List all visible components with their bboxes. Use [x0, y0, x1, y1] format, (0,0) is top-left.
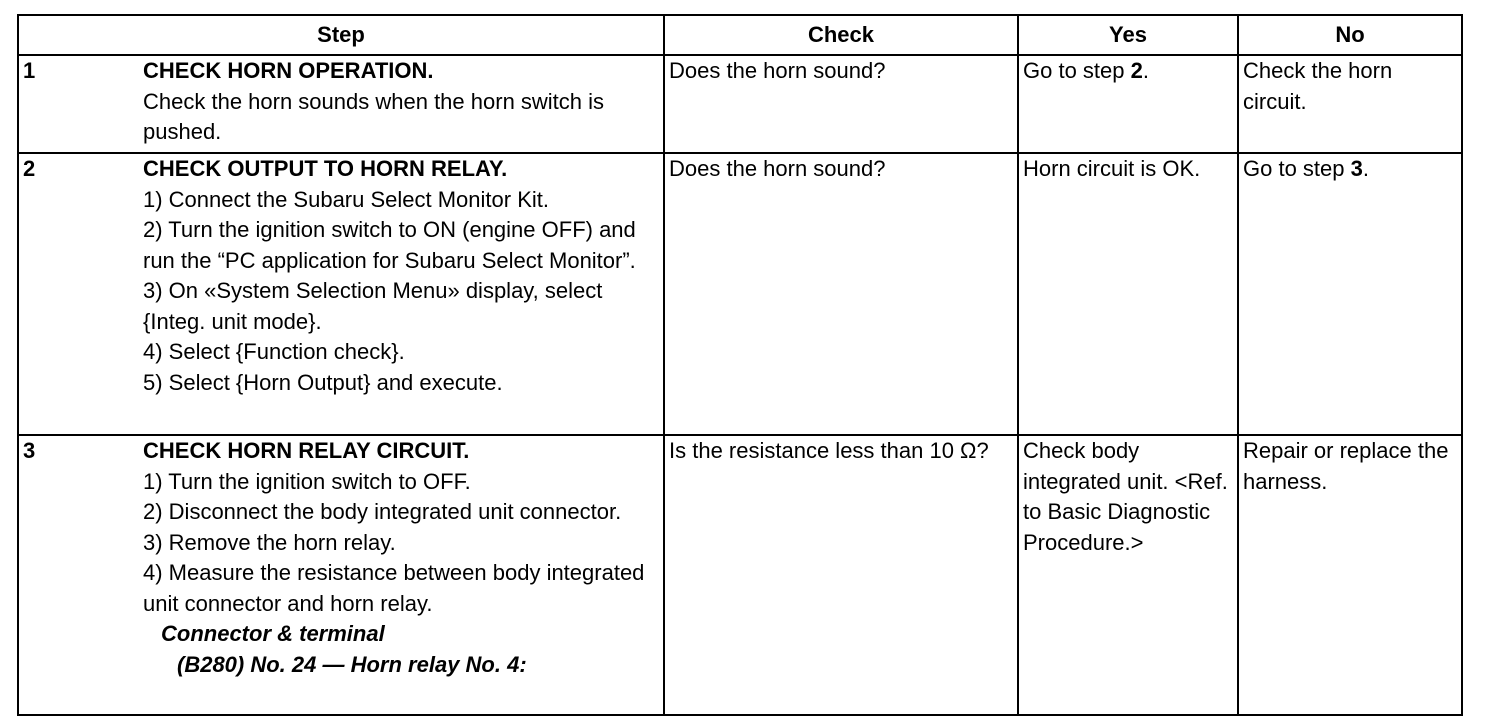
step-cell: [18, 153, 664, 435]
yes-cell: Check body integrated unit. <Ref. to Basic Diagnostic Procedure.>: [1018, 435, 1238, 715]
step-item: 1) Connect the Subaru Select Monitor Kit.: [143, 186, 549, 212]
table-header-row: [18, 15, 1462, 55]
step-number: 2: [23, 156, 36, 181]
step-cell: [18, 435, 664, 715]
diagnostic-table: [17, 14, 1463, 716]
step-title: CHECK HORN OPERATION.: [143, 58, 434, 83]
step-number: 3: [23, 438, 36, 463]
header-check: Check: [664, 15, 1018, 55]
step-item: 3) On «System Selection Menu» display, select {Integ. unit mode}.: [143, 278, 603, 334]
step-item: 1) Turn the ignition switch to OFF.: [143, 468, 471, 494]
step-number: 1: [23, 58, 36, 83]
table-row: [18, 435, 1462, 715]
check-cell: Does the horn sound?: [664, 55, 1018, 153]
connector-label: Connector & terminal: [161, 621, 385, 646]
step-item: 5) Select {Horn Output} and execute.: [143, 369, 503, 395]
table-row: [18, 153, 1462, 435]
yes-step-ref: 2: [1130, 58, 1143, 83]
no-step-ref: 3: [1350, 156, 1363, 181]
step-description: Check the horn sounds when the horn switch is pushed.: [143, 88, 605, 144]
step-item: 2) Turn the ignition switch to ON (engine OFF) and run the “PC application for Subaru Select Monitor”.: [143, 217, 636, 273]
step-item: 4) Select {Function check}.: [143, 339, 405, 364]
no-cell: Repair or replace the harness.: [1238, 435, 1462, 715]
check-cell: Does the horn sound?: [664, 153, 1018, 435]
step-title: CHECK HORN RELAY CIRCUIT.: [143, 438, 470, 463]
step-item: 4) Measure the resistance between body integrated unit connector and horn relay.: [143, 560, 645, 616]
header-step: Step: [18, 15, 664, 55]
yes-cell: [1018, 55, 1238, 153]
table-row: [18, 55, 1462, 153]
yes-cell: Horn circuit is OK.: [1018, 153, 1238, 435]
step-cell: [18, 55, 664, 153]
yes-text: Go to step: [1023, 58, 1131, 83]
check-cell: Is the resistance less than 10 Ω?: [664, 435, 1018, 715]
yes-end: .: [1142, 58, 1149, 83]
header-no: No: [1238, 15, 1462, 55]
no-text: Go to step: [1243, 156, 1351, 181]
no-cell: [1238, 153, 1462, 435]
step-item: 3) Remove the horn relay.: [143, 529, 396, 555]
no-end: .: [1362, 156, 1369, 181]
connector-value: (B280) No. 24 — Horn relay No. 4:: [177, 651, 527, 677]
header-yes: Yes: [1018, 15, 1238, 55]
step-title: CHECK OUTPUT TO HORN RELAY.: [143, 156, 508, 181]
no-cell: Check the horn circuit.: [1238, 55, 1462, 153]
step-item: 2) Disconnect the body integrated unit connector.: [143, 499, 622, 524]
